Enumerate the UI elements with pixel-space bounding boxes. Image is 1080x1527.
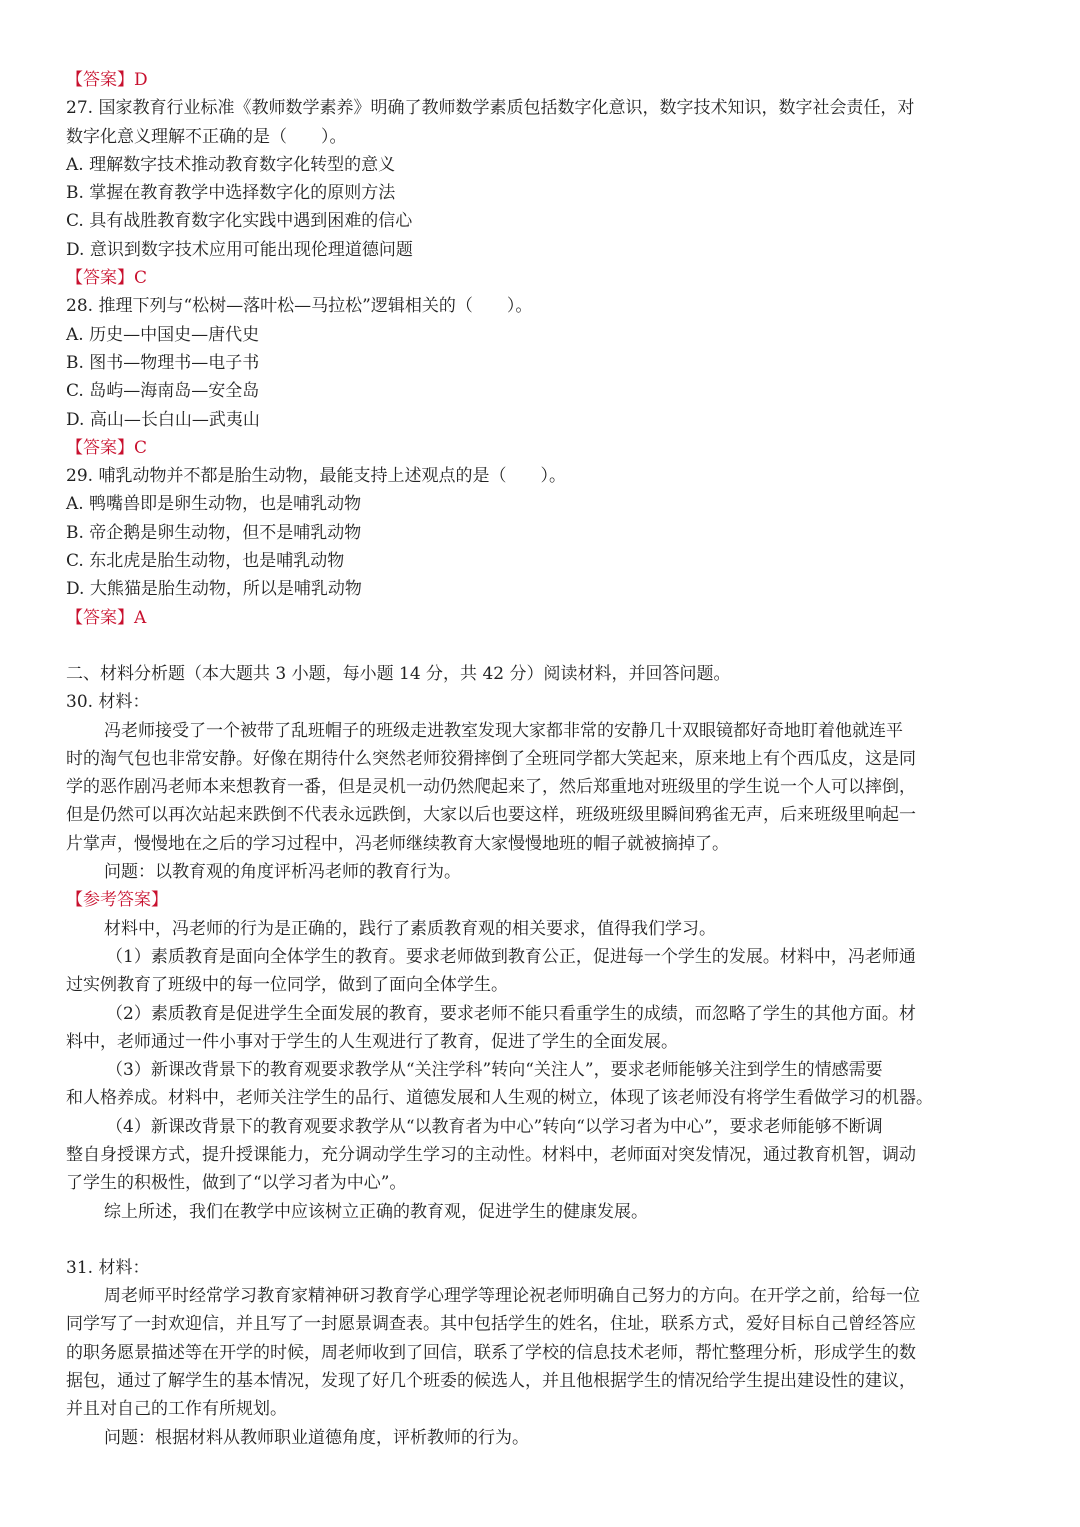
q27-option-d: D. 意识到数字技术应用可能出现伦理道德问题 xyxy=(66,239,413,260)
q27-option-b: B. 掌握在教育教学中选择数字化的原则方法 xyxy=(66,183,396,204)
q27-answer xyxy=(66,264,1016,292)
spacer xyxy=(66,632,1016,660)
q26-answer xyxy=(66,66,1016,94)
q28-option-a: A. 历史—中国史—唐代史 xyxy=(66,324,260,345)
spacer xyxy=(66,1226,1016,1254)
q30-ref-line: 材料中，冯老师的行为是正确的，践行了素质教育观的相关要求，值得我们学习。 xyxy=(104,918,716,939)
section-heading: 二、材料分析题（本大题共 3 小题，每小题 14 分，共 42 分）阅读材料，并回答问题。 xyxy=(66,663,731,684)
q27-stem-line1: 27. 国家教育行业标准《教师数学素养》明确了教师数学素质包括数字化意识，数字技术知识，数字社会责任，对 xyxy=(66,98,915,119)
answer-label: 【答案】 xyxy=(66,268,134,289)
q27-option-c: C. 具有战胜教育数字化实践中遇到困难的信心 xyxy=(66,211,413,232)
q31-label: 31. 材料： xyxy=(66,1257,150,1278)
document-page xyxy=(66,66,1016,1452)
q27-option-a: A. 理解数字技术推动教育数字化转型的意义 xyxy=(66,154,396,175)
q30-ref-line: 综上所述，我们在教学中应该树立正确的教育观，促进学生的健康发展。 xyxy=(104,1201,648,1222)
q31-material-line: 的职务愿景描述等在开学的时候，周老师收到了回信，联系了学校的信息技术老师，帮忙整理分析，形成学生的数 xyxy=(66,1342,916,1363)
q29-option-b: B. 帝企鹅是卵生动物，但不是哺乳动物 xyxy=(66,522,362,543)
q30-ref-line: 和人格养成。材料中，老师关注学生的品行、道德发展和人生观的树立，体现了该老师没有将学生看做学习的机器。 xyxy=(66,1088,933,1109)
q29-option-c: C. 东北虎是胎生动物，也是哺乳动物 xyxy=(66,551,345,572)
q31-material-line: 据包，通过了解学生的基本情况，发现了好几个班委的候选人，并且他根据学生的情况给学生提出建设性的建议， xyxy=(66,1371,916,1392)
q30-material-line: 片掌声，慢慢地在之后的学习过程中，冯老师继续教育大家慢慢地班的帽子就被摘掉了。 xyxy=(66,833,729,854)
q27-stem-line2: 数字化意义理解不正确的是（ ）。 xyxy=(66,126,347,147)
q28-option-d: D. 高山—长白山—武夷山 xyxy=(66,409,260,430)
q29-option-a: A. 鸭嘴兽即是卵生动物，也是哺乳动物 xyxy=(66,494,362,515)
q28-option-c: C. 岛屿—海南岛—安全岛 xyxy=(66,381,260,402)
q31-material-line: 并且对自己的工作有所规划。 xyxy=(66,1399,287,1420)
q30-question: 问题：以教育观的角度评析冯老师的教育行为。 xyxy=(104,862,461,883)
q31-material-line: 同学写了一封欢迎信，并且写了一封愿景调查表。其中包括学生的姓名，住址，联系方式，爱好目标自己曾经答应 xyxy=(66,1314,916,1335)
q30-material-line: 时的淘气包也非常安静。好像在期待什么突然老师狡猾摔倒了全班同学都大笑起来，原来地上有个西瓜皮，这是同 xyxy=(66,748,916,769)
q28-answer xyxy=(66,434,1016,462)
q31-material-line: 周老师平时经常学习教育家精神研习教育学心理学等理论祝老师明确自己努力的方向。在开学之前，给每一位 xyxy=(104,1286,920,1307)
q30-reference-answer-label: 【参考答案】 xyxy=(66,890,168,911)
q30-ref-line: （2）素质教育是促进学生全面发展的教育，要求老师不能只看重学生的成绩，而忽略了学生的其他方面。材 xyxy=(106,1003,916,1024)
q30-ref-line: （1）素质教育是面向全体学生的教育。要求老师做到教育公正，促进每一个学生的发展。材料中，冯老师通 xyxy=(106,946,916,967)
q30-ref-line: 过实例教育了班级中的每一位同学，做到了面向全体学生。 xyxy=(66,975,508,996)
q29-stem: 29. 哺乳动物并不都是胎生动物，最能支持上述观点的是（ ）。 xyxy=(66,466,566,487)
q30-ref-line: 料中，老师通过一件小事对于学生的人生观进行了教育，促进了学生的全面发展。 xyxy=(66,1031,678,1052)
answer-value: C xyxy=(134,437,148,458)
q29-option-d: D. 大熊猫是胎生动物，所以是哺乳动物 xyxy=(66,579,362,600)
q30-material-line: 冯老师接受了一个被带了乱班帽子的班级走进教室发现大家都非常的安静几十双眼镜都好奇地盯着他就连平 xyxy=(104,720,903,741)
q30-label: 30. 材料： xyxy=(66,692,150,713)
answer-label: 【答案】 xyxy=(66,607,134,628)
q30-ref-line: 了学生的积极性，做到了“以学习者为中心”。 xyxy=(66,1173,407,1194)
q30-ref-line: 整自身授课方式，提升授课能力，充分调动学生学习的主动性。材料中，老师面对突发情况，通过教育机智，调动 xyxy=(66,1144,916,1165)
answer-value: C xyxy=(134,268,148,289)
q30-material-line: 学的恶作剧冯老师本来想教育一番，但是灵机一动仍然爬起来了，然后郑重地对班级里的学生说一个人可以摔倒， xyxy=(66,777,916,798)
q29-answer xyxy=(66,604,1016,632)
answer-value: D xyxy=(134,70,148,90)
q30-ref-line: （4）新课改背景下的教育观要求教学从“以教育者为中心”转向“以学习者为中心”，要求老师能够不断调 xyxy=(106,1116,883,1137)
q30-material-line: 但是仍然可以再次站起来跌倒不代表永远跌倒，大家以后也要这样，班级班级里瞬间鸦雀无声，后来班级里响起一 xyxy=(66,805,916,826)
q30-ref-line: （3）新课改背景下的教育观要求教学从“关注学科”转向“关注人”，要求老师能够关注到学生的情感需要 xyxy=(106,1060,883,1081)
answer-label: 【答案】 xyxy=(66,437,134,458)
answer-value: A xyxy=(134,607,147,628)
q28-stem: 28. 推理下列与“松树—落叶松—马拉松”逻辑相关的（ ）。 xyxy=(66,296,533,317)
answer-label: 【答案】 xyxy=(66,70,134,90)
q31-question: 问题：根据材料从教师职业道德角度，评析教师的行为。 xyxy=(104,1427,529,1448)
q28-option-b: B. 图书—物理书—电子书 xyxy=(66,352,260,373)
